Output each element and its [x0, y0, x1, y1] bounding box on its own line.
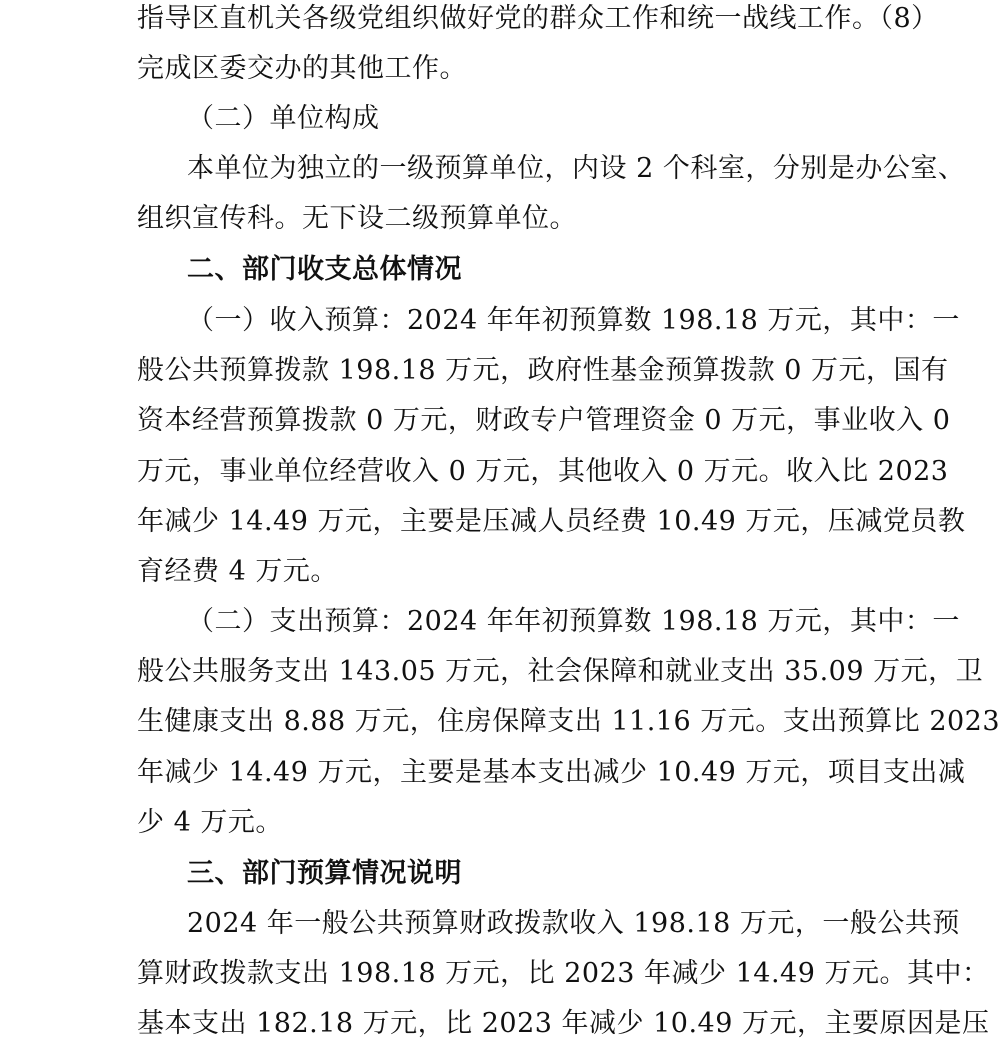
- paragraph-line: （二）支出预算：2024 年年初预算数 198.18 万元，其中：一: [187, 606, 960, 637]
- section-subheading: （二）单位构成: [187, 103, 380, 134]
- section-heading: 三、部门预算情况说明: [187, 858, 462, 889]
- section-heading: 二、部门收支总体情况: [187, 254, 462, 285]
- paragraph-line: 般公共预算拨款 198.18 万元，政府性基金预算拨款 0 万元，国有: [137, 355, 949, 386]
- paragraph-line: 本单位为独立的一级预算单位，内设 2 个科室，分别是办公室、: [187, 153, 966, 184]
- paragraph-line: 指导区直机关各级党组织做好党的群众工作和统一战线工作。（8）: [137, 3, 939, 34]
- paragraph-line: （一）收入预算：2024 年年初预算数 198.18 万元，其中：一: [187, 305, 960, 336]
- paragraph-line: 2024 年一般公共预算财政拨款收入 198.18 万元，一般公共预: [187, 908, 960, 939]
- paragraph-line: 年减少 14.49 万元，主要是基本支出减少 10.49 万元，项目支出减: [137, 757, 966, 788]
- paragraph-line: 完成区委交办的其他工作。: [137, 53, 467, 84]
- paragraph-line: 少 4 万元。: [137, 807, 283, 838]
- paragraph-line: 生健康支出 8.88 万元，住房保障支出 11.16 万元。支出预算比 2023: [137, 706, 1000, 737]
- paragraph-line: 基本支出 182.18 万元，比 2023 年减少 10.49 万元，主要原因是压: [137, 1008, 990, 1039]
- paragraph-line: 算财政拨款支出 198.18 万元，比 2023 年减少 14.49 万元。其中：: [137, 958, 990, 989]
- paragraph-line: 育经费 4 万元。: [137, 556, 338, 587]
- paragraph-line: 组织宣传科。无下设二级预算单位。: [137, 203, 577, 234]
- paragraph-line: 资本经营预算拨款 0 万元，财政专户管理资金 0 万元，事业收入 0: [137, 405, 951, 436]
- paragraph-line: 万元，事业单位经营收入 0 万元，其他收入 0 万元。收入比 2023: [137, 456, 949, 487]
- paragraph-line: 年减少 14.49 万元，主要是压减人员经费 10.49 万元，压减党员教: [137, 506, 966, 537]
- paragraph-line: 般公共服务支出 143.05 万元，社会保障和就业支出 35.09 万元，卫: [137, 656, 984, 687]
